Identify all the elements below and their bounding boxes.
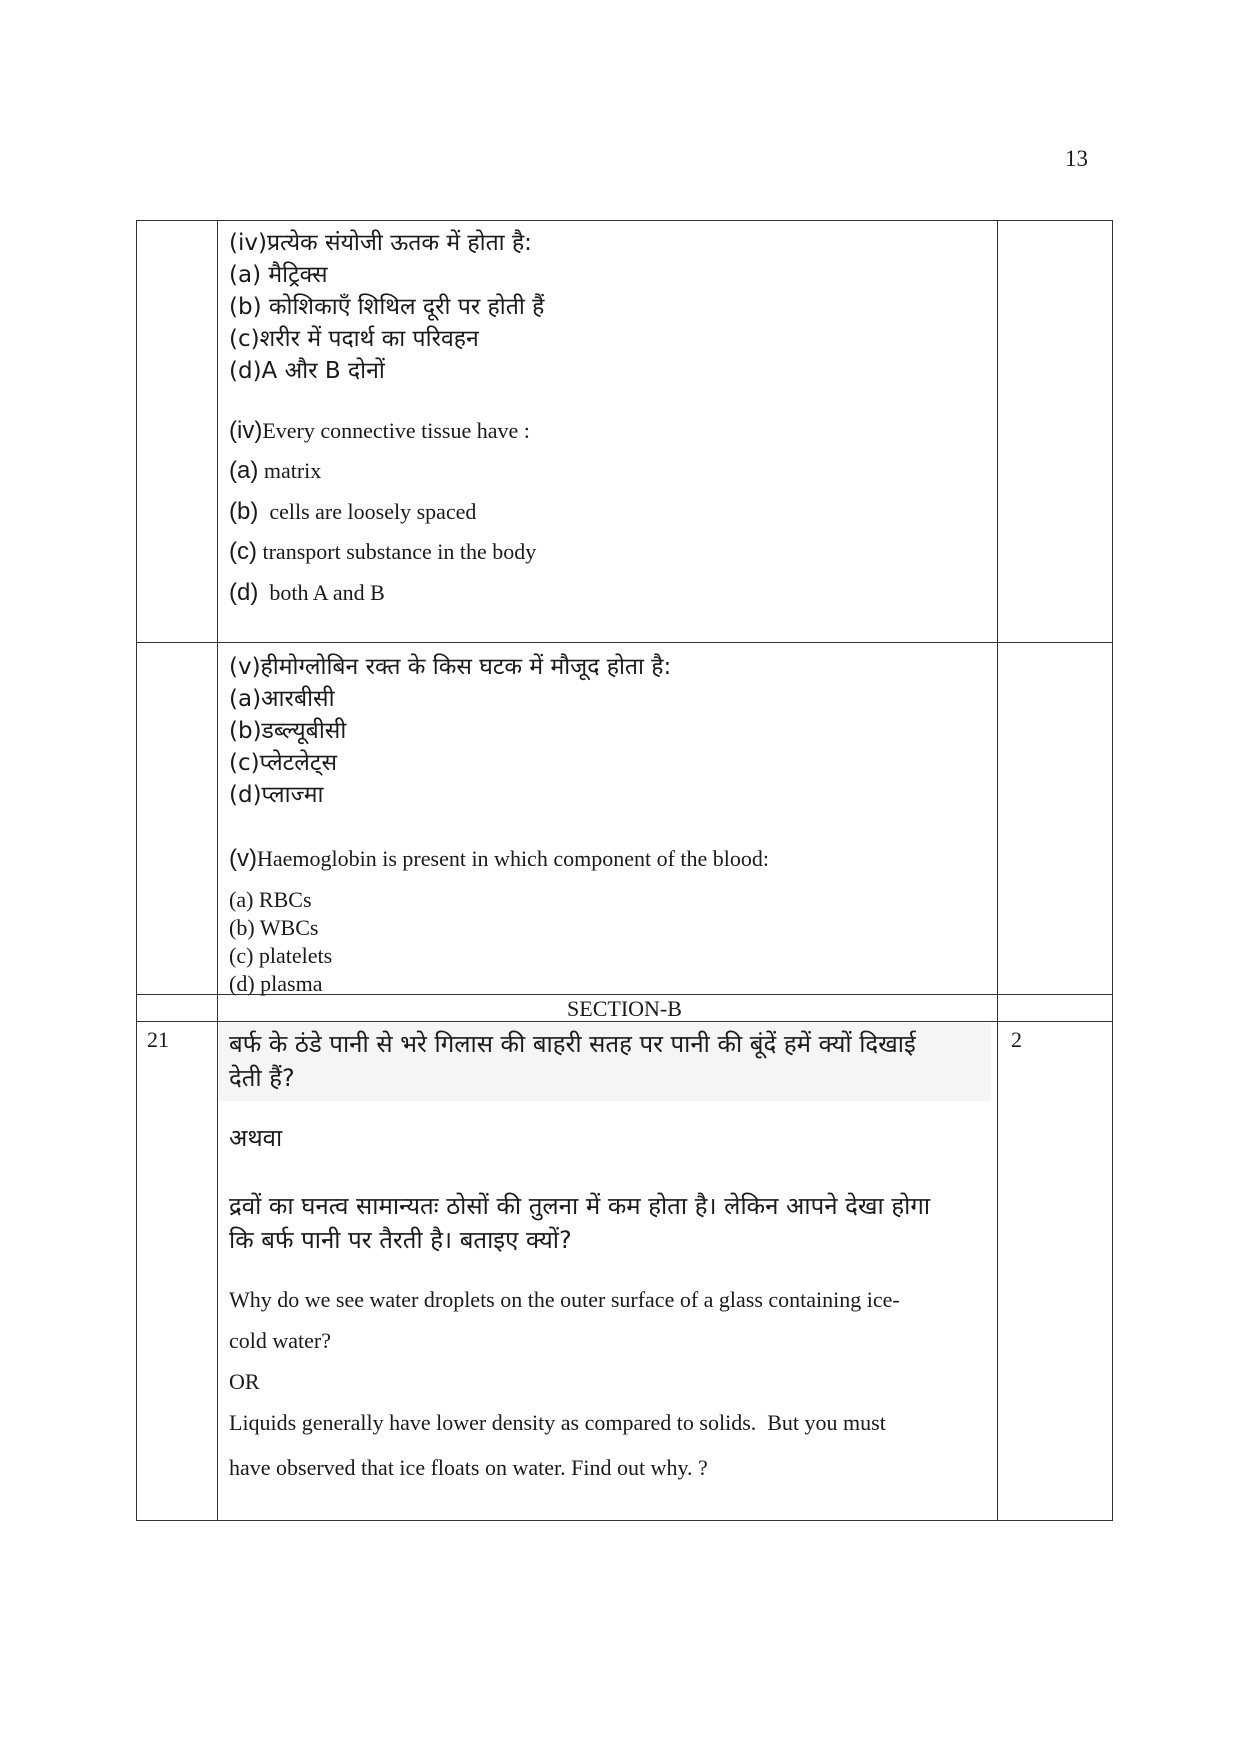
q-iv-english-stem [229,417,530,445]
q21-number: 21 [147,1027,169,1052]
q21-hindi-alt-line1: द्रवों का घनत्व सामान्यतः ठोसों की तुलना में कम होता है। लेकिन आपने देखा होगा [229,1192,931,1220]
q-iv-hindi-option-d: (d)A और B दोनों [229,358,385,384]
q-iv-hindi-option-c: (c)शरीर में पदार्थ का परिवहन [229,326,479,352]
q-iv-english-stem-label: (iv) [229,417,263,444]
q-v-english-stem-text: Haemoglobin is present in which component of the blood: [256,846,769,871]
q21-english-line1: Why do we see water droplets on the outer surface of a glass containing ice- [229,1287,900,1312]
q-v-hindi-option-d: (d)प्लाज्मा [229,782,324,808]
option-label: (b) [229,498,259,525]
q21-hindi-line1: बर्फ के ठंडे पानी से भरे गिलास की बाहरी सतह पर पानी की बूंदें हमें क्यों दिखाई [229,1030,916,1058]
q-v-hindi-option-c: (c)प्लेटलेट्स [229,750,338,776]
q-iv-hindi-option-a: (a) मैट्रिक्स [229,262,328,288]
option-label: (c) [229,538,257,565]
section-b-heading: SECTION-B [567,996,682,1021]
q21-hindi-or: अथवा [229,1124,283,1152]
option-label: (d) [229,579,259,606]
q-v-english-option-d: (d) plasma [229,971,323,996]
q21-english-alt-line1: Liquids generally have lower density as compared to solids. But you must [229,1410,886,1435]
q21-marks: 2 [1011,1027,1022,1052]
q21-english-alt-line2: have observed that ice floats on water. Find out why. ? [229,1455,708,1480]
column-divider-right [997,221,998,1520]
q-v-english-option-b: (b) WBCs [229,915,319,940]
q-iv-hindi-stem: (iv)प्रत्येक संयोजी ऊतक में होता है: [229,230,532,256]
q-v-hindi-option-b: (b)डब्ल्यूबीसी [229,718,347,744]
q-iv-english-option-c [229,538,536,566]
q-iv-hindi-option-b: (b) कोशिकाएँ शिथिल दूरी पर होती हैं [229,294,545,320]
q-iv-english-option-a [229,457,321,485]
q-iv-english-option-b [229,498,476,526]
row-divider-iv-v [137,642,1112,643]
page-number: 13 [1065,146,1088,171]
question-table [136,220,1113,1521]
option-text: matrix [258,458,322,483]
column-divider-left [217,221,218,1520]
q21-hindi-line2: देती हैं? [229,1064,295,1092]
q-v-hindi-option-a: (a)आरबीसी [229,686,335,712]
q-v-english-stem-label: (v) [229,845,257,872]
option-label: (a) [229,457,259,484]
q-v-hindi-stem: (v)हीमोग्लोबिन रक्त के किस घटक में मौजूद होता है: [229,654,672,680]
option-text: cells are loosely spaced [258,499,477,524]
q21-hindi-alt-line2: कि बर्फ पानी पर तैरती है। बताइए क्यों? [229,1226,572,1254]
q21-english-line2: cold water? [229,1328,331,1353]
q21-english-or: OR [229,1369,260,1394]
q-v-english-option-c: (c) platelets [229,943,333,968]
q-v-english-stem [229,845,769,873]
q-iv-english-option-d [229,579,385,607]
q-iv-english-stem-text: Every connective tissue have : [262,418,530,443]
option-text: both A and B [258,580,385,605]
q-v-english-option-a: (a) RBCs [229,887,312,912]
option-text: transport substance in the body [256,539,537,564]
